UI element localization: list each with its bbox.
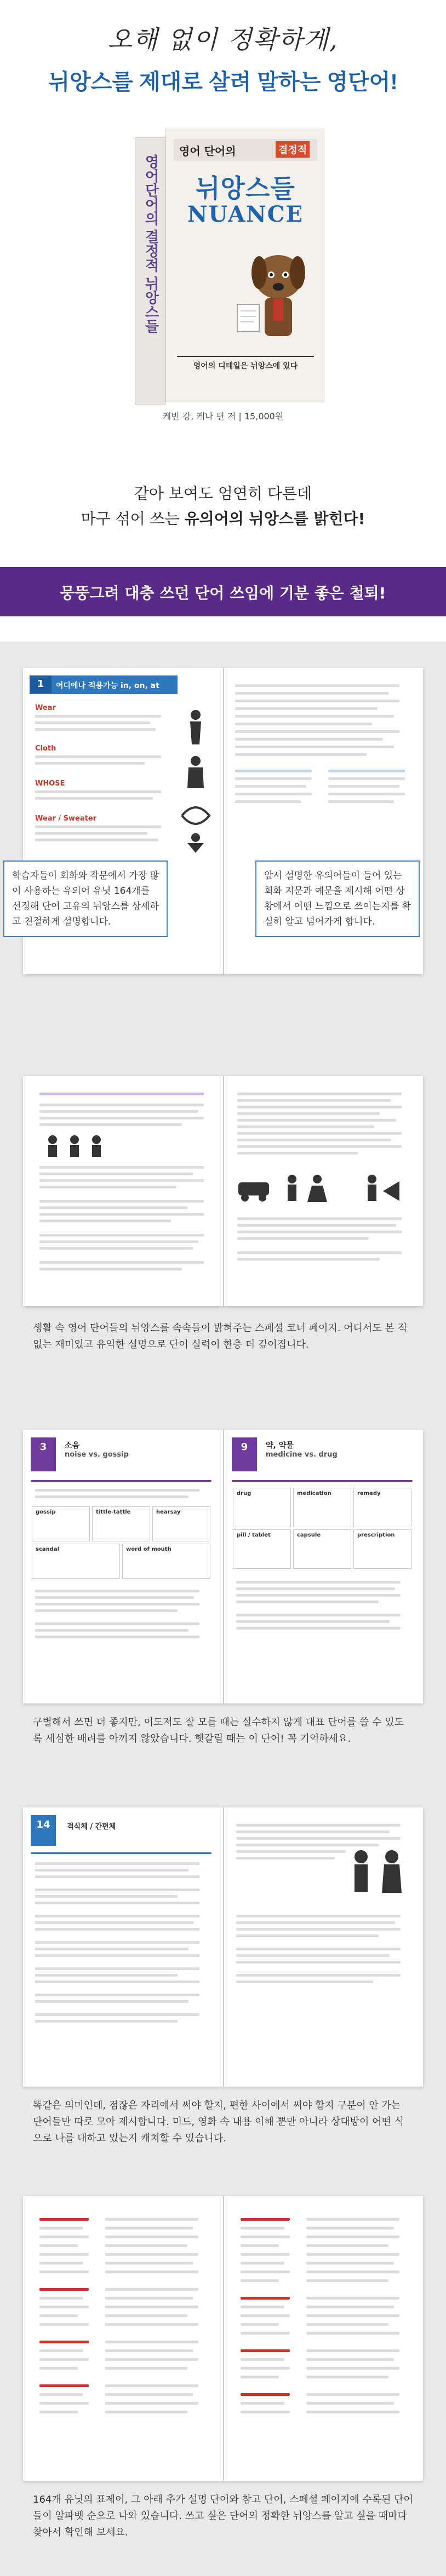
text-line bbox=[35, 825, 161, 828]
text-line bbox=[328, 793, 405, 795]
word-cell-label: hearsay bbox=[156, 1509, 181, 1515]
word-cell-label: pill / tablet bbox=[237, 1532, 271, 1538]
text-line bbox=[35, 1629, 188, 1632]
unit-title: 격식체 / 간편체 bbox=[67, 1823, 116, 1831]
spread-5-right-page bbox=[224, 2196, 423, 2481]
text-line bbox=[39, 1123, 182, 1126]
text-line bbox=[236, 1587, 395, 1590]
text-line bbox=[35, 832, 147, 835]
hero-headline-1: 오해 없이 정확하게, bbox=[107, 25, 339, 54]
text-line bbox=[241, 2297, 290, 2300]
text-line bbox=[328, 800, 394, 803]
unit-number: 1 bbox=[30, 675, 52, 693]
text-line bbox=[39, 2367, 78, 2370]
text-line bbox=[39, 2323, 89, 2326]
text-line bbox=[39, 2384, 89, 2387]
sample-section-representative bbox=[0, 1408, 446, 1786]
text-line bbox=[35, 2000, 188, 2003]
text-line bbox=[241, 2411, 290, 2413]
word-cell-label: remedy bbox=[357, 1491, 381, 1497]
unit-number: 3 bbox=[39, 1441, 47, 1453]
intro-line-2-plain: 마구 섞어 쓰는 bbox=[81, 510, 185, 528]
text-line bbox=[236, 1850, 346, 1853]
text-line bbox=[235, 793, 312, 795]
text-line bbox=[306, 2314, 399, 2317]
text-line bbox=[35, 1622, 199, 1625]
text-line bbox=[236, 1980, 373, 1983]
sample-spread-3 bbox=[23, 1430, 423, 1703]
text-line bbox=[237, 1106, 402, 1108]
text-line bbox=[306, 2262, 394, 2265]
text-line bbox=[35, 1954, 199, 1957]
text-line bbox=[235, 785, 306, 788]
text-line bbox=[35, 1590, 199, 1592]
intro-line-2-bold: 유의어의 뉘앙스를 밝힌다! bbox=[184, 510, 365, 528]
text-line bbox=[306, 2376, 388, 2378]
text-line bbox=[35, 762, 145, 765]
book-spine bbox=[135, 137, 165, 405]
text-line bbox=[39, 2288, 89, 2291]
word-cell bbox=[233, 1488, 291, 1527]
sample-spread-4 bbox=[23, 1807, 423, 2087]
text-line bbox=[39, 2314, 78, 2317]
text-line bbox=[237, 1093, 402, 1095]
text-line bbox=[35, 1967, 199, 1970]
text-line bbox=[235, 753, 367, 756]
text-line bbox=[105, 2349, 193, 2352]
text-line bbox=[105, 2384, 198, 2387]
word-cell bbox=[32, 1544, 120, 1579]
hero-headline-2: 뉘앙스를 제대로 살려 말하는 영단어! bbox=[48, 70, 398, 94]
text-line bbox=[306, 2218, 399, 2221]
text-line bbox=[39, 1200, 204, 1203]
word-cell bbox=[353, 1488, 411, 1527]
text-line bbox=[35, 2020, 178, 2023]
text-line bbox=[35, 1895, 178, 1898]
sample-spread-5 bbox=[23, 2196, 423, 2481]
text-line bbox=[105, 2358, 198, 2361]
word-cell-label: capsule bbox=[297, 1532, 321, 1538]
caption-index: 164개 유닛의 표제어, 그 아래 추가 설명 단어와 참고 단어, 스페셜 페이지에 수록된 단어들이 알파벳 순으로 나와 있습니다. 쓰고 싶은 단어의 정확한 뉘앙스를 알고 싶을 때마다 찾아서 확인해 보세요. bbox=[33, 2494, 413, 2538]
text-line bbox=[306, 2358, 394, 2361]
text-line bbox=[31, 1852, 211, 1854]
text-line bbox=[35, 728, 156, 731]
intro-line-2 bbox=[0, 507, 446, 529]
text-line bbox=[39, 1179, 204, 1182]
text-line bbox=[328, 777, 405, 780]
text-line bbox=[306, 2279, 388, 2282]
text-line bbox=[39, 2341, 89, 2343]
text-line bbox=[105, 2341, 198, 2343]
text-line bbox=[236, 1934, 379, 1937]
text-line bbox=[306, 2367, 399, 2370]
text-line bbox=[235, 700, 399, 702]
word-cell-label: prescription bbox=[357, 1532, 395, 1538]
text-line bbox=[105, 2288, 198, 2291]
word-cell bbox=[92, 1506, 150, 1541]
text-line bbox=[306, 2402, 394, 2405]
text-line bbox=[35, 1489, 199, 1492]
spread-2-right-page bbox=[224, 1076, 423, 1306]
text-line bbox=[39, 1110, 198, 1113]
text-line bbox=[241, 2349, 290, 2352]
text-line bbox=[241, 2271, 290, 2273]
entry-heading-4: Wear / Sweater bbox=[35, 815, 97, 823]
text-line bbox=[105, 2402, 198, 2405]
text-line bbox=[235, 684, 399, 687]
word-cell bbox=[353, 1529, 411, 1569]
text-line bbox=[35, 755, 161, 758]
text-line bbox=[39, 1117, 204, 1119]
word-cell bbox=[233, 1529, 291, 1569]
text-line bbox=[235, 746, 394, 748]
text-line bbox=[39, 1234, 204, 1237]
slogan-banner-text: 뭉뚱그려 대충 쓰던 단어 쓰임에 기분 좋은 철퇴! bbox=[60, 584, 386, 602]
text-line bbox=[39, 1206, 187, 1209]
text-line bbox=[236, 1601, 379, 1603]
text-line bbox=[35, 1994, 199, 1996]
text-line bbox=[235, 730, 399, 733]
text-line bbox=[39, 1093, 204, 1095]
book-spine-text: 영어단어의 결정적 뉘앙스들 bbox=[143, 154, 159, 333]
text-line bbox=[241, 2314, 290, 2317]
text-line bbox=[236, 1627, 401, 1630]
slogan-banner bbox=[0, 567, 446, 616]
text-line bbox=[241, 2279, 279, 2282]
word-cell bbox=[32, 1506, 90, 1541]
text-line bbox=[237, 1145, 402, 1148]
text-line bbox=[306, 2349, 399, 2352]
text-line bbox=[39, 1213, 204, 1216]
text-line bbox=[306, 2244, 388, 2247]
text-line bbox=[35, 1636, 199, 1638]
sample-section-special bbox=[0, 1052, 446, 1408]
caption-formality: 똑같은 의미인데, 점잖은 자리에서 써야 할지, 편한 사이에서 써야 할지 구분이 안 가는 단어들만 따로 모아 제시합니다. 미드, 영화 속 내용 이해 뿐만 아니라 상대방이 어떤 식으로 나를 대하고 있는지 캐치할 수 있습니다. bbox=[33, 2100, 404, 2144]
hero-section bbox=[0, 0, 446, 482]
book-title-korean: 뉘앙스들 bbox=[196, 174, 295, 203]
people-icons-icon bbox=[45, 1133, 116, 1158]
text-line bbox=[237, 1258, 380, 1261]
text-line bbox=[39, 2349, 83, 2352]
text-line bbox=[35, 1862, 199, 1865]
text-line bbox=[306, 2332, 399, 2335]
text-line bbox=[241, 2323, 279, 2326]
text-line bbox=[35, 1609, 178, 1612]
text-line bbox=[241, 2332, 290, 2335]
spread-5-left-page bbox=[23, 2196, 223, 2481]
text-line bbox=[241, 2358, 284, 2361]
text-line bbox=[105, 2393, 193, 2396]
text-line bbox=[237, 1112, 380, 1115]
text-line bbox=[35, 715, 161, 718]
text-line bbox=[236, 1974, 401, 1977]
text-line bbox=[241, 2218, 290, 2221]
text-line bbox=[306, 2271, 399, 2273]
text-line bbox=[306, 2253, 399, 2256]
spread-4-left-page bbox=[23, 1807, 223, 2087]
text-line bbox=[39, 1220, 171, 1222]
spread-3-left-page bbox=[23, 1430, 223, 1703]
text-line bbox=[39, 1186, 176, 1188]
sample-section-register bbox=[0, 1786, 446, 2174]
text-line bbox=[105, 2218, 198, 2221]
unit-title: 소음 bbox=[65, 1441, 80, 1450]
figure-illustrations-icon bbox=[176, 706, 215, 854]
book-authors-price: 케빈 강, 케나 편 저 | 15,000원 bbox=[162, 411, 284, 421]
word-cell-label: scandal bbox=[36, 1546, 60, 1552]
text-line bbox=[35, 839, 158, 841]
text-line bbox=[35, 1603, 199, 1605]
text-line bbox=[235, 723, 372, 725]
text-line bbox=[35, 790, 161, 793]
text-line bbox=[39, 2218, 89, 2221]
text-line bbox=[35, 1869, 188, 1872]
entry-heading-2: Cloth bbox=[35, 744, 56, 753]
text-line bbox=[237, 1099, 391, 1102]
text-line bbox=[236, 1928, 401, 1931]
text-line bbox=[328, 785, 399, 788]
text-line bbox=[241, 2367, 290, 2370]
text-line bbox=[35, 1980, 199, 1983]
text-line bbox=[39, 2306, 89, 2308]
text-line bbox=[105, 2253, 198, 2256]
unit-subtitle: noise vs. gossip bbox=[65, 1451, 129, 1459]
text-line bbox=[241, 2253, 290, 2256]
word-cell-label: drug bbox=[237, 1491, 251, 1497]
dog-illustration-icon bbox=[226, 239, 319, 348]
text-line bbox=[235, 715, 394, 718]
text-line bbox=[39, 2297, 83, 2300]
text-line bbox=[39, 1173, 193, 1175]
spread-4-right-page bbox=[224, 1807, 423, 2087]
book-subtitle: 영어 단어의 bbox=[179, 145, 236, 158]
text-line bbox=[235, 800, 301, 803]
spread-3-right-page bbox=[224, 1430, 423, 1703]
text-line bbox=[35, 1941, 199, 1944]
text-line bbox=[105, 2297, 193, 2300]
text-line bbox=[241, 2236, 290, 2238]
text-line bbox=[236, 1594, 401, 1597]
text-line bbox=[306, 2227, 394, 2230]
text-line bbox=[241, 2306, 284, 2308]
word-cell bbox=[293, 1488, 351, 1527]
text-line bbox=[35, 1974, 178, 1977]
sample-section-units bbox=[0, 642, 446, 1052]
text-line bbox=[105, 2227, 193, 2230]
text-line bbox=[105, 2367, 187, 2370]
text-line bbox=[35, 1596, 194, 1599]
text-line bbox=[328, 770, 405, 772]
unit-subtitle: medicine vs. drug bbox=[266, 1451, 338, 1459]
word-cell-label: tittle-tattle bbox=[96, 1509, 131, 1515]
text-line bbox=[241, 2376, 279, 2378]
text-line bbox=[236, 1581, 401, 1584]
caption-special-pages: 생활 속 영어 단어들의 뉘앙스를 속속들이 밝혀주는 스페셜 코너 페이지. 어디서도 본 적 없는 재미있고 유익한 설명으로 단어 실력이 한층 더 깊어집니다. bbox=[33, 1322, 407, 1350]
text-line bbox=[39, 2393, 83, 2396]
text-line bbox=[237, 1251, 402, 1254]
text-line bbox=[235, 770, 312, 772]
text-line bbox=[237, 1152, 358, 1154]
word-cell-label: word of mouth bbox=[126, 1546, 171, 1552]
text-line bbox=[35, 721, 150, 724]
text-line bbox=[237, 1237, 369, 1240]
text-line bbox=[236, 1921, 395, 1924]
word-cell-label: medication bbox=[297, 1491, 331, 1497]
text-line bbox=[39, 2411, 78, 2413]
text-line bbox=[235, 738, 383, 741]
text-line bbox=[39, 1240, 198, 1243]
text-line bbox=[39, 2253, 89, 2256]
text-line bbox=[306, 2306, 394, 2308]
text-line bbox=[306, 2236, 399, 2238]
text-line bbox=[236, 1824, 401, 1827]
entry-heading-3: WHOSE bbox=[35, 779, 65, 788]
text-line bbox=[39, 2244, 78, 2247]
text-line bbox=[306, 2297, 399, 2300]
text-line bbox=[237, 1119, 396, 1122]
text-line bbox=[105, 2411, 187, 2413]
word-cell bbox=[122, 1544, 210, 1579]
text-line bbox=[241, 2244, 279, 2247]
callout-example-sentences: 앞서 설명한 유의어들이 들어 있는 회화 지문과 예문을 제시해 어떤 상황에서 어떤 느낌으로 쓰이는지를 확실히 알고 넘어가게 합니다. bbox=[255, 860, 420, 937]
sample-section-index bbox=[0, 2174, 446, 2576]
sample-spread-2 bbox=[23, 1076, 423, 1306]
text-line bbox=[236, 1915, 401, 1917]
text-line bbox=[237, 1132, 402, 1135]
unit-number: 9 bbox=[241, 1441, 248, 1453]
text-line bbox=[237, 1224, 396, 1227]
word-cell-label: gossip bbox=[36, 1509, 56, 1515]
unit-title: 약, 약물 bbox=[266, 1441, 294, 1450]
text-line bbox=[35, 1915, 199, 1917]
text-line bbox=[241, 2227, 284, 2230]
text-line bbox=[35, 2013, 199, 2016]
text-line bbox=[306, 2393, 399, 2396]
caption-representative-word: 구별해서 쓰면 더 좋지만, 이도저도 잘 모를 때는 실수하지 않게 대표 단어를 쓸 수 있도록 세심한 배려를 아끼지 않았습니다. 헷갈릴 때는 이 단어! 꼭 기억하세요. bbox=[33, 1717, 404, 1745]
text-line bbox=[306, 2411, 399, 2413]
text-line bbox=[237, 1231, 402, 1233]
text-line bbox=[232, 1480, 413, 1482]
unit-title: 어디에나 적용가능 in, on, at bbox=[56, 681, 159, 690]
text-line bbox=[236, 1961, 401, 1963]
text-line bbox=[105, 2236, 198, 2238]
callout-unit-explanation: 학습자들이 회화와 작문에서 가장 많이 사용하는 유의어 유닛 164개를 선정해 단어 고유의 뉘앙스를 상세하고 친절하게 설명합니다. bbox=[3, 860, 168, 937]
text-line bbox=[236, 1954, 390, 1957]
text-line bbox=[236, 1830, 390, 1833]
spread-2-left-page bbox=[23, 1076, 223, 1306]
text-line bbox=[236, 1948, 401, 1950]
text-line bbox=[235, 692, 388, 695]
text-line bbox=[105, 2271, 198, 2273]
text-line bbox=[235, 777, 312, 780]
word-cell bbox=[152, 1506, 210, 1541]
text-line bbox=[39, 1104, 204, 1106]
text-line bbox=[39, 2227, 83, 2230]
text-line bbox=[35, 1921, 194, 1924]
text-line bbox=[237, 1125, 374, 1128]
text-line bbox=[39, 1261, 204, 1264]
text-line bbox=[35, 1875, 199, 1878]
text-line bbox=[105, 2314, 187, 2317]
text-line bbox=[35, 797, 153, 800]
word-cell bbox=[293, 1529, 351, 1569]
text-line bbox=[35, 1948, 188, 1950]
text-line bbox=[35, 1888, 199, 1891]
people-talking-icon bbox=[345, 1846, 410, 1906]
text-line bbox=[35, 1495, 188, 1498]
text-line bbox=[31, 1480, 211, 1482]
text-line bbox=[241, 2262, 284, 2265]
text-line bbox=[35, 1902, 199, 1904]
text-line bbox=[306, 2323, 388, 2326]
entry-heading-1: Wear bbox=[35, 704, 56, 712]
book-cover bbox=[135, 129, 316, 402]
intro-line-1: 같아 보여도 엄연히 다른데 bbox=[134, 484, 312, 503]
text-line bbox=[39, 1166, 204, 1169]
text-line bbox=[39, 2236, 89, 2238]
text-line bbox=[241, 2402, 284, 2405]
text-line bbox=[236, 1620, 390, 1623]
text-line bbox=[39, 1268, 182, 1270]
book-badge: 결정적 bbox=[276, 141, 310, 158]
text-line bbox=[237, 1139, 391, 1141]
text-line bbox=[39, 2358, 89, 2361]
text-line bbox=[237, 1217, 402, 1220]
text-line bbox=[241, 2393, 290, 2396]
text-line bbox=[39, 1247, 193, 1250]
book-title-english: NUANCE bbox=[187, 201, 304, 227]
text-line bbox=[236, 1837, 401, 1840]
text-line bbox=[105, 2323, 198, 2326]
text-line bbox=[105, 2306, 198, 2308]
transport-icons-icon bbox=[235, 1169, 410, 1208]
text-line bbox=[39, 2271, 89, 2273]
unit-number: 14 bbox=[36, 1819, 50, 1830]
text-line bbox=[236, 1614, 401, 1616]
text-line bbox=[35, 1928, 199, 1931]
text-line bbox=[105, 2244, 187, 2247]
book-tagline: 영어의 디테일은 뉘앙스에 있다 bbox=[177, 356, 314, 371]
text-line bbox=[39, 2402, 89, 2405]
text-line bbox=[236, 1857, 335, 1859]
book-front-cover bbox=[165, 129, 324, 402]
text-line bbox=[39, 2262, 83, 2265]
text-line bbox=[235, 707, 378, 710]
text-line bbox=[105, 2262, 193, 2265]
